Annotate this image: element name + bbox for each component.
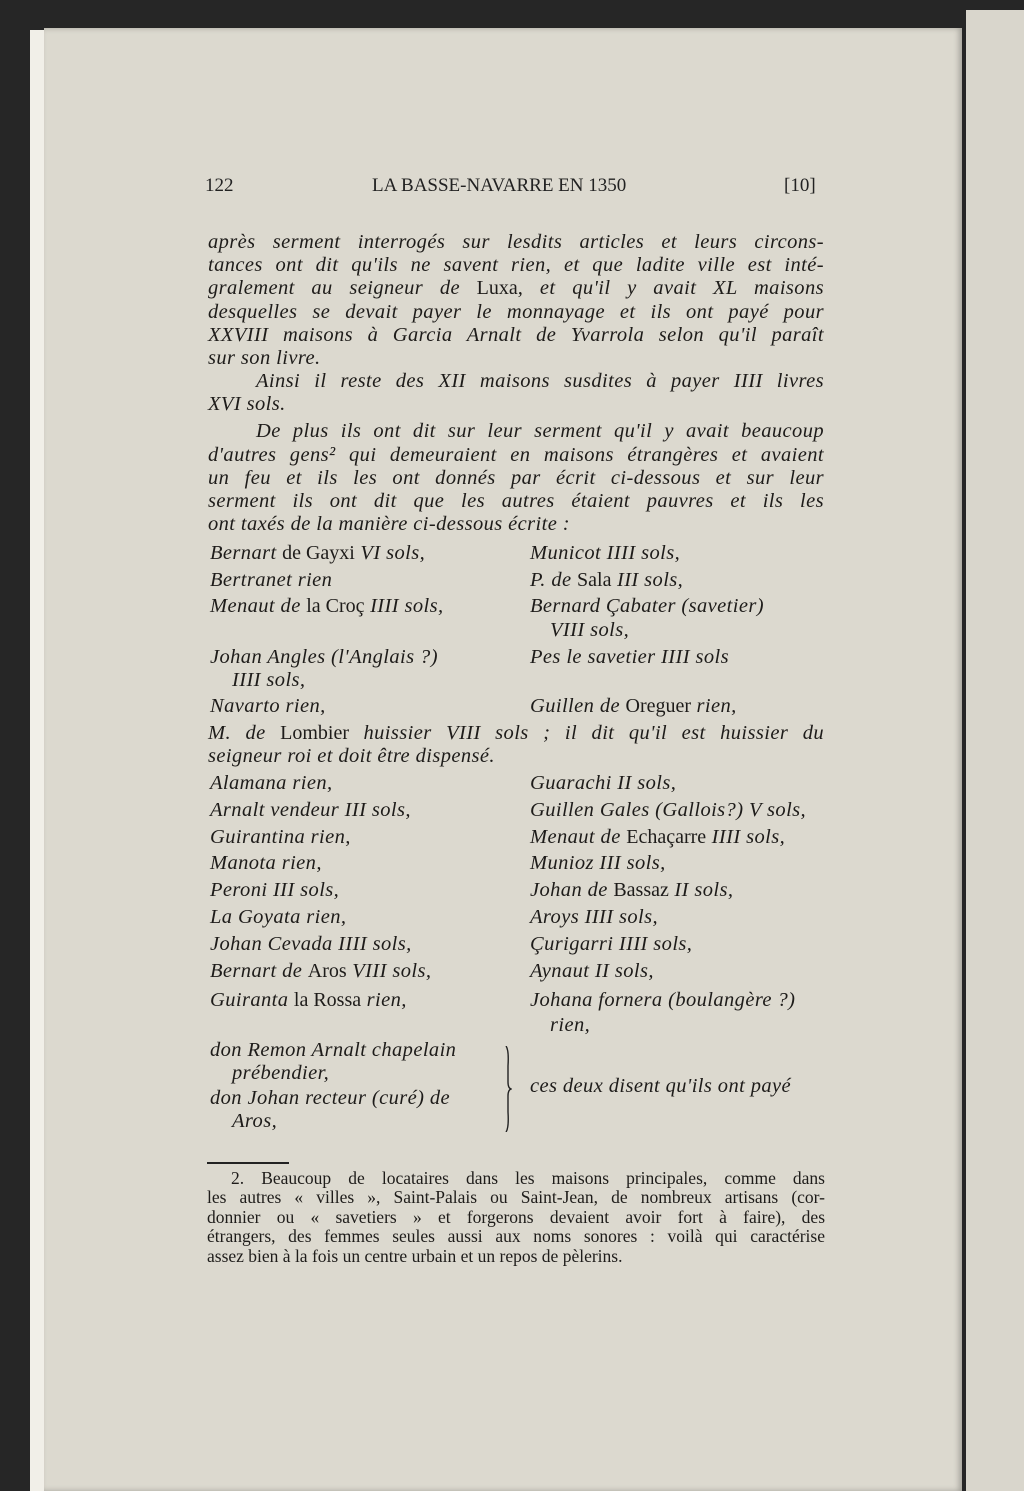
italic-text: Johan de	[530, 879, 614, 901]
body-line	[256, 369, 824, 394]
italic-text: don Johan recteur (curé) de	[210, 1087, 451, 1109]
italic-text: Aroys IIII sols,	[530, 906, 659, 928]
italic-text: , et qu'il y avait XL maisons	[517, 277, 824, 299]
body-line	[256, 419, 824, 444]
italic-text: Arnalt vendeur III sols,	[210, 799, 411, 821]
italic-text: Menaut de	[210, 595, 307, 617]
list-entry-left	[210, 878, 339, 903]
list-entry-right	[530, 878, 733, 903]
italic-text: Johan Cevada IIII sols,	[210, 933, 412, 955]
facing-page-edge	[966, 10, 1024, 1491]
footnote-rule	[207, 1162, 289, 1164]
footnote-line: 2. Beaucoup de locataires dans les maisons principales, comme dans	[231, 1168, 825, 1188]
italic-text: VIII sols,	[550, 619, 630, 641]
roman-text: Luxa	[476, 277, 518, 299]
italic-text: d'autres gens² qui demeuraient en maisons étrangères et avaient	[208, 444, 824, 466]
roman-text: Echaçarre	[626, 826, 707, 848]
italic-text: Alamana rien,	[210, 772, 333, 794]
list-entry-right	[530, 645, 729, 670]
italic-text: ont taxés de la manière ci-dessous écrite :	[208, 513, 570, 535]
italic-text: Pes le savetier IIII sols	[530, 646, 729, 668]
roman-text: la Croç	[306, 595, 365, 617]
list-entry-right	[530, 905, 658, 930]
body-line	[208, 253, 824, 278]
italic-text: tances ont dit qu'ils ne savent rien, et que ladite ville est inté-	[208, 254, 824, 276]
list-entry-right	[530, 825, 785, 850]
list-entry-right	[530, 988, 795, 1013]
italic-text: Guirantina rien,	[210, 826, 351, 848]
italic-text: VI sols,	[354, 542, 426, 564]
list-entry-left	[210, 798, 411, 823]
italic-text: huissier VIII sols ; il dit qu'il est huissier du	[349, 722, 825, 744]
italic-text: Municot IIII sols,	[530, 542, 681, 564]
roman-text: Oreguer	[625, 695, 692, 717]
italic-text: M. de	[208, 722, 281, 744]
list-entry-left	[210, 694, 326, 719]
body-line	[208, 466, 824, 491]
running-title: LA BASSE-NAVARRE EN 1350	[372, 175, 627, 196]
italic-text: desquelles se devait payer le monnayage et ils ont payé pour	[208, 301, 824, 323]
footnote-line: donnier ou « savetiers » et forgerons devaient avoir fort à faire), des	[207, 1206, 825, 1227]
roman-text: Bassaz	[613, 879, 669, 901]
list-entry-left	[210, 851, 322, 876]
list-entry-left	[210, 771, 333, 796]
list-entry-right	[530, 694, 737, 719]
italic-text: IIII sols,	[232, 669, 306, 691]
brace-mark	[498, 1046, 512, 1132]
list-entry-left	[210, 905, 346, 930]
body-line	[208, 276, 824, 301]
italic-text: XVI sols.	[208, 393, 286, 415]
italic-text: IIII sols,	[364, 595, 444, 617]
italic-text: Aynaut II sols,	[530, 960, 654, 982]
italic-text: Aros,	[232, 1110, 278, 1132]
roman-text: Aros	[307, 960, 347, 982]
section-number: [10]	[784, 175, 816, 196]
body-line	[208, 300, 824, 325]
list-entry-full	[208, 744, 495, 769]
list-entry-left	[210, 932, 412, 957]
italic-text: VIII sols,	[346, 960, 432, 982]
italic-text: Johana fornera (boulangère ?)	[530, 989, 796, 1011]
list-entry-left	[210, 988, 407, 1013]
italic-text: Çurigarri IIII sols,	[530, 933, 693, 955]
list-entry-right	[530, 541, 680, 566]
italic-text: Guiranta	[210, 989, 294, 1011]
italic-text: De plus ils ont dit sur leur serment qu'il y avait beaucoup	[256, 420, 824, 442]
italic-text: rien,	[550, 1014, 591, 1036]
italic-text: II sols,	[668, 879, 734, 901]
list-entry-right	[530, 1074, 791, 1099]
italic-text: La Goyata rien,	[210, 906, 347, 928]
body-line	[208, 392, 286, 417]
italic-text: Bernart	[210, 542, 283, 564]
list-entry-left	[232, 1061, 329, 1086]
list-entry-left	[210, 959, 431, 984]
page-number: 122	[205, 175, 234, 196]
roman-text: la Rossa	[293, 989, 362, 1011]
list-entry-right	[530, 798, 806, 823]
italic-text: Munioz III sols,	[530, 852, 666, 874]
list-entry-right	[550, 1013, 590, 1038]
italic-text: III sols,	[611, 569, 684, 591]
italic-text: serment ils ont dit que les autres étaient pauvres et ils les	[208, 490, 824, 512]
list-entry-right	[530, 771, 676, 796]
italic-text: prébendier,	[232, 1062, 330, 1084]
italic-text: Bertranet rien	[210, 569, 333, 591]
body-line	[208, 489, 824, 514]
footnote-line: assez bien à la fois un centre urbain et un repos de pèlerins.	[207, 1245, 623, 1266]
body-line	[208, 230, 824, 255]
italic-text: Ainsi il reste des XII maisons susdites à payer IIII livres	[256, 370, 824, 392]
list-entry-right	[530, 594, 764, 619]
list-entry-right	[550, 618, 629, 643]
italic-text: Guarachi II sols,	[530, 772, 677, 794]
roman-text: Lombier	[280, 722, 349, 744]
italic-text: après serment interrogés sur lesdits articles et leurs circons-	[208, 231, 824, 253]
list-entry-left	[210, 645, 438, 670]
list-entry-full	[208, 721, 824, 746]
italic-text: Peroni III sols,	[210, 879, 340, 901]
body-line	[208, 512, 570, 537]
list-entry-right	[530, 959, 654, 984]
list-entry-left	[210, 825, 351, 850]
italic-text: Bernard Çabater (savetier)	[530, 595, 764, 617]
italic-text: Johan Angles (l'Anglais ?)	[210, 646, 438, 668]
footnote-line: les autres « villes », Saint-Palais ou Saint-Jean, de nombreux artisans (cor-	[207, 1187, 825, 1208]
list-entry-left	[210, 568, 332, 593]
list-entry-left	[210, 541, 425, 566]
italic-text: Manota rien,	[210, 852, 322, 874]
list-entry-left	[232, 668, 305, 693]
italic-text: P. de	[530, 569, 578, 591]
italic-text: XXVIII maisons à Garcia Arnalt de Yvarrola selon qu'il paraît	[208, 324, 824, 346]
body-line	[208, 323, 824, 348]
footnote-line: étrangers, des femmes seules aussi aux noms sonores : voilà qui caractérise	[207, 1226, 825, 1247]
italic-text: Guillen de	[530, 695, 626, 717]
list-entry-right	[530, 851, 666, 876]
list-entry-left	[232, 1109, 277, 1134]
italic-text: Menaut de	[530, 826, 627, 848]
italic-text: rien,	[691, 695, 737, 717]
list-entry-right	[530, 568, 683, 593]
list-entry-left	[210, 1086, 450, 1111]
italic-text: don Remon Arnalt chapelain	[210, 1039, 457, 1061]
list-entry-right	[530, 932, 692, 957]
italic-text: sur son livre.	[208, 347, 321, 369]
italic-text: gralement au seigneur de	[208, 277, 477, 299]
italic-text: Bernart de	[210, 960, 308, 982]
italic-text: rien,	[361, 989, 407, 1011]
body-line	[208, 443, 824, 468]
list-entry-left	[210, 594, 444, 619]
list-entry-left	[210, 1038, 456, 1063]
italic-text: ces deux disent qu'ils ont payé	[530, 1075, 792, 1097]
italic-text: seigneur roi et doit être dispensé.	[208, 745, 495, 767]
body-line	[208, 346, 320, 371]
italic-text: IIII sols,	[706, 826, 786, 848]
roman-text: Sala	[577, 569, 612, 591]
italic-text: Navarto rien,	[210, 695, 326, 717]
italic-text: un feu et ils les ont donnés par écrit ci-dessous et sur leur	[208, 467, 824, 489]
italic-text: Guillen Gales (Gallois?) V sols,	[530, 799, 807, 821]
roman-text: de Gayxi	[282, 542, 355, 564]
